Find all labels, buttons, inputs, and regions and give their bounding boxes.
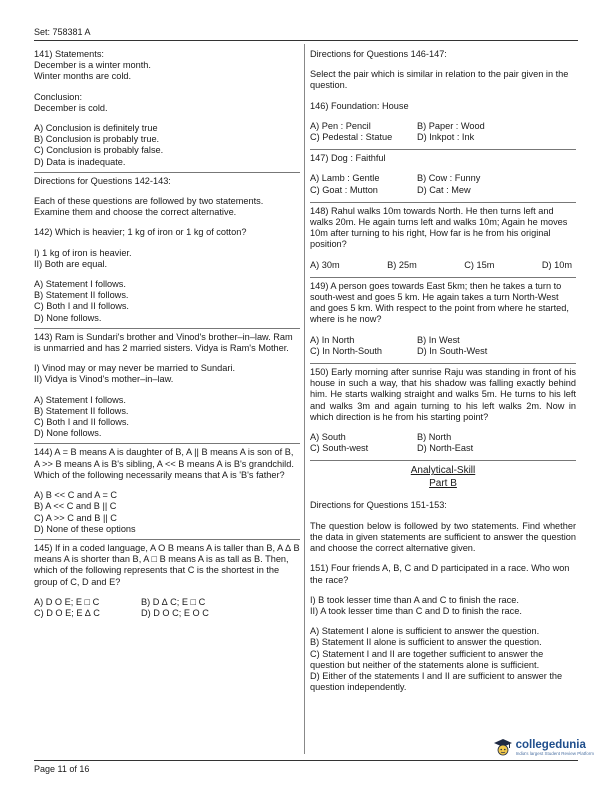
option-c: C) D O E; E ∆ C [34,607,100,618]
header-rule [34,40,578,41]
graduate-mascot-icon [493,737,513,757]
option-c: C) In North-South [310,345,382,356]
question-144 [34,444,300,539]
option-b: B) Conclusion is probably true. [34,134,160,145]
option-d: D) Cat : Mew [417,184,471,195]
q150-question: 150) Early morning after sunrise Raju was standing in front of his house in such a way, that his shadow was falling exactly behind him. He starts walking straight and walks 5m. He turns to his left and walks 3m and again turning to his left walks 2m. Now in which direction is he from his starting point? [310,367,576,422]
q151-options [310,626,576,693]
option-a: A) 30m [310,259,340,270]
question-145 [34,540,300,625]
q141-statements: 141) Statements: December is a winter month. Winter months are cold. [34,49,151,82]
option-a: A) Statement I alone is sufficient to answer the question. [310,626,540,637]
option-a: A) B << C and A = C [34,490,117,501]
option-a: A) Lamb : Gentle [310,173,380,184]
q141-options [34,123,300,168]
option-d: D) 10m [541,259,572,270]
option-d: D) D O C; E O C [141,607,209,618]
question-149 [310,278,576,364]
q146-question: 146) Foundation: House [310,100,409,111]
q143-statements: I) Vinod may or may never be married to Sundari. II) Vidya is Vinod's mother–in–law. [34,363,236,385]
page-number: Page 11 of 16 [34,764,90,774]
q151-statements: I) B took lesser time than A and C to finish the race. II) A took lesser time than C and D to finish the race. [310,594,522,616]
option-d: D) In South-West [417,345,488,356]
logo-name: collegedunia [515,738,586,751]
option-d: D) None follows. [34,428,102,439]
option-a: A) South [310,432,346,443]
q151-question: 151) Four friends A, B, C and D participated in a race. Who won the race? [310,563,570,585]
directions-heading: Directions for Questions 142-143: [34,175,171,186]
q147-question: 147) Dog : Faithful [310,153,386,164]
q145-question: 145) If in a coded language, A O B means A is taller than B, A ∆ B means A is shorter than B, A □ B means A is as tall as B. Then, which of the following represents that C is the shortest in the group of C, D and E? [34,542,300,587]
option-d: D) Either of the statements I and II are sufficient to answer the question independently. [310,670,563,693]
logo-tagline: India's largest Student Review Platform [515,750,594,756]
section-title: Analytical-Skill Part B [410,465,476,490]
option-c: C) 15m [464,259,495,270]
directions-heading: Directions for Questions 151-153: [310,500,447,511]
option-a: A) Conclusion is definitely true [34,123,158,134]
option-d: D) None of these options [34,523,136,534]
q148-question: 148) Rahul walks 10m towards North. He then turns left and walks 20m. He again turns left and walks 10m; Again he moves 10m after turning to his right, How far is he from his original position? [310,205,568,250]
option-c: C) Pedestal : Statue [310,132,393,143]
question-147 [310,150,576,203]
q147-options [310,173,576,195]
set-label: Set: 758381 A [34,27,91,37]
q145-options [34,597,300,619]
q142-question: 142) Which is heavier; 1 kg of iron or 1 kg of cotton? [34,227,247,238]
q141-conclusion: Conclusion: December is cold. [34,91,108,113]
option-d: D) Inkpot : Ink [417,132,475,143]
directions-142-143 [34,173,300,329]
option-a: A) Statement I follows. [34,394,126,405]
option-b: B) Statement II follows. [34,405,129,416]
option-a: A) D O E; E □ C [34,596,100,607]
option-c: C) Both I and II follows. [34,301,129,312]
option-a: A) Pen : Pencil [310,120,371,131]
question-143 [34,329,300,445]
option-b: B) Paper : Wood [417,120,485,131]
question-141 [34,46,300,173]
directions-heading: Directions for Questions 146-147: [310,49,447,59]
directions-text: The question below is followed by two statements. Find whether the data in given statements are sufficient to answer the question and choose the correct alternative given. [310,520,576,554]
directions-text: Each of these questions are followed by two statements. Examine them and choose the correct alternative. [34,196,264,218]
question-150 [310,364,576,461]
option-d: D) North-East [417,443,474,454]
directions-text: Select the pair which is similar in relation to the pair given in the question. [310,69,569,91]
option-b: B) A << C and B || C [34,501,117,512]
q143-options [34,395,300,440]
option-c: C) Goat : Mutton [310,184,378,195]
option-b: B) In West [417,334,460,345]
option-b: B) Statement II alone is sufficient to answer the question. [310,637,542,648]
option-d: D) None follows. [34,312,102,323]
option-c: C) A >> C and B || C [34,512,117,523]
right-column [310,46,576,697]
option-c: C) Conclusion is probably false. [34,145,164,156]
q149-options [310,335,576,357]
option-c: C) Both I and II follows. [34,417,129,428]
q143-question: 143) Ram is Sundari's brother and Vinod's brother–in–law. Ram is unmarried and has 2 married sisters. Vidya is Ram's Mother. [34,331,293,354]
q150-options [310,432,576,454]
q142-statements: I) 1 kg of iron is heavier. II) Both are equal. [34,247,132,269]
option-a: A) Statement I follows. [34,279,126,290]
option-b: B) North [417,432,452,443]
collegedunia-logo [493,737,594,757]
option-b: B) Cow : Funny [417,173,481,184]
option-a: A) In North [310,334,355,345]
column-divider [304,44,305,754]
option-b: B) Statement II follows. [34,290,129,301]
q149-question: 149) A person goes towards East 5km; then he takes a turn to south-west and goes 5 km. He again takes a turn North-West and goes 5 km. With respect to the point from where he started, where is he now? [310,280,569,325]
option-d: D) Data is inadequate. [34,156,126,167]
option-c: C) South-west [310,443,369,454]
left-column [34,46,300,625]
directions-146-147 [310,46,576,150]
option-c: C) Statement I and II are together sufficient to answer the question but neither of the statements alone is sufficient. [310,648,544,670]
footer-rule [34,760,578,761]
option-b: B) 25m [387,259,417,270]
q144-question: 144) A = B means A is daughter of B, A || B means A is son of B, A >> B means A is B's sibling, A << B means A is B's grandchild. Which of the following necessarily means that A is 'B's father? [34,447,294,480]
q148-options [310,260,576,271]
q146-options [310,121,576,143]
question-148 [310,203,576,278]
option-b: B) D ∆ C; E □ C [141,596,206,607]
q142-options [34,279,300,324]
q144-options [34,490,300,535]
section-analytical-skill [310,461,576,697]
